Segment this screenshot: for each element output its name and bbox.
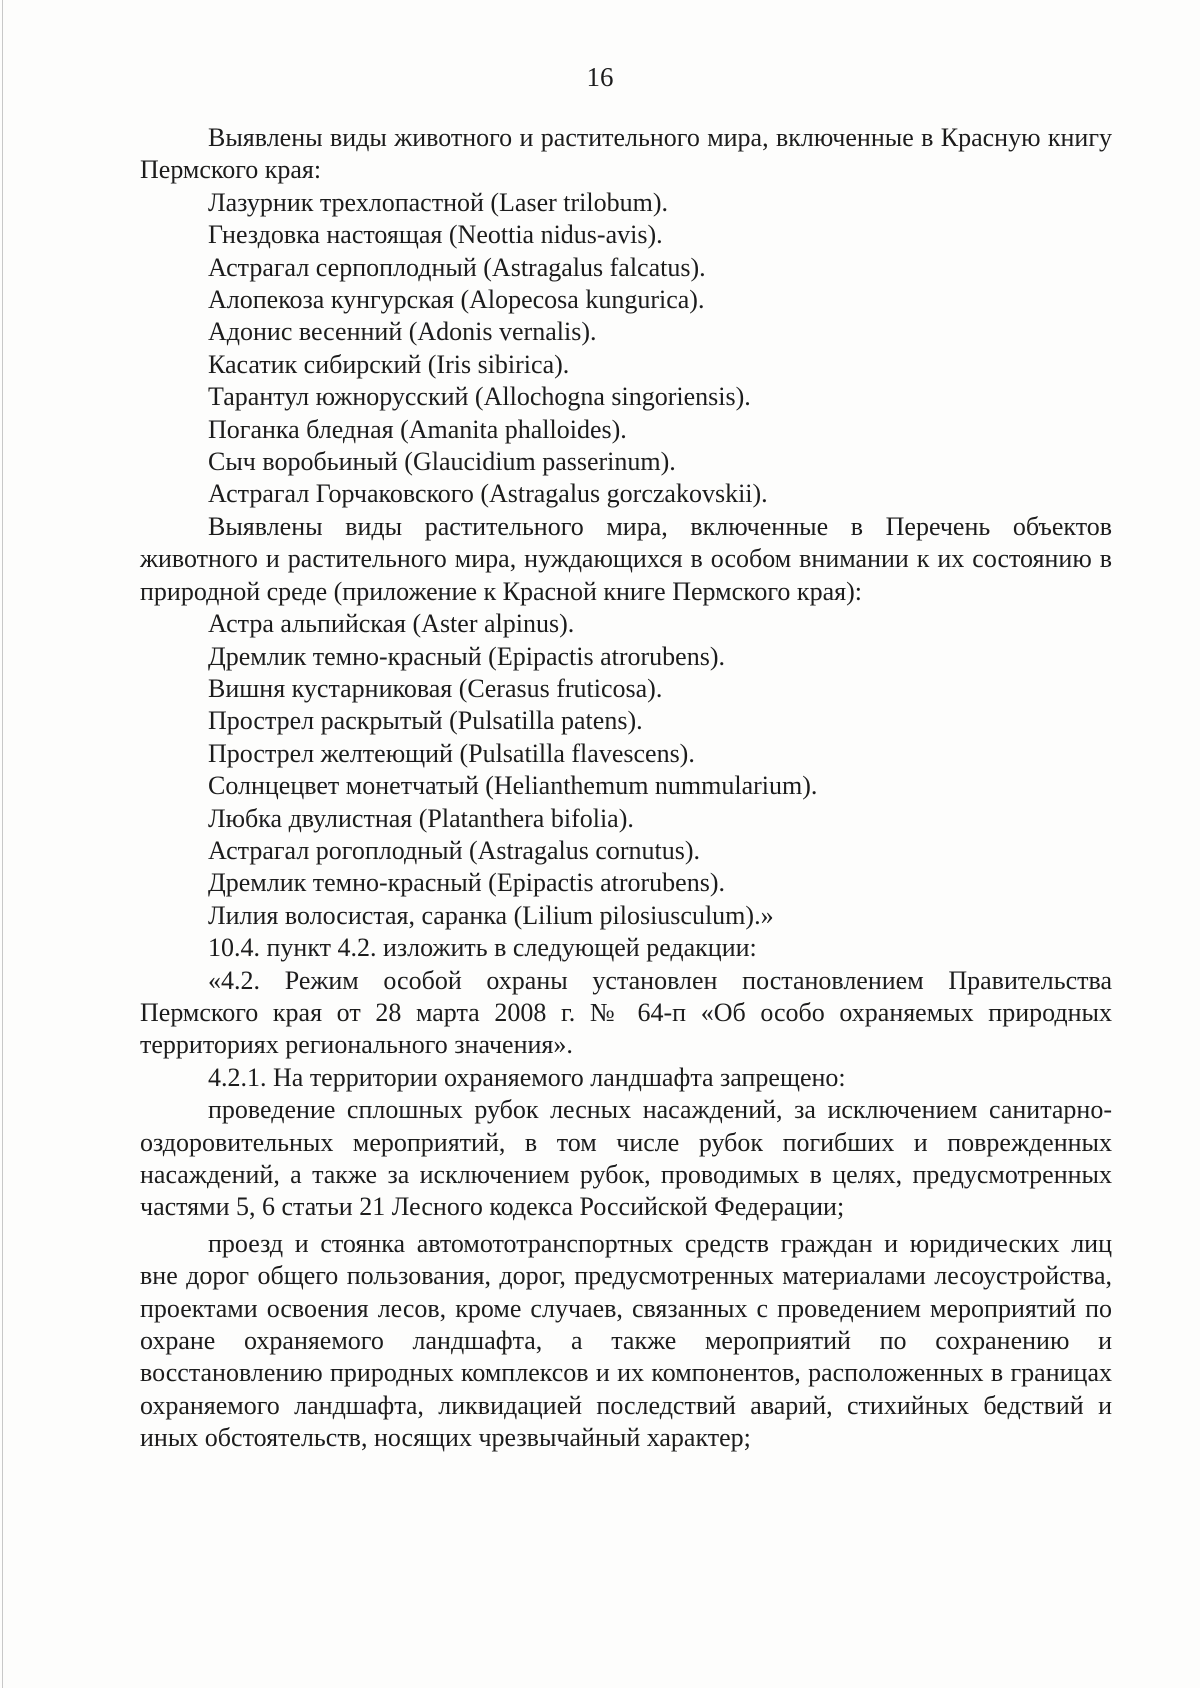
appendix-item: Прострел желтеющий (Pulsatilla flavescens).	[208, 738, 695, 768]
red-book-item: Астрагал серпоплодный (Astragalus falcatus).	[208, 252, 706, 282]
page-number: 16	[586, 62, 614, 92]
red-book-item: Сыч воробьиный (Glaucidium passerinum).	[208, 447, 676, 477]
appendix-item: Любка двулистная (Platanthera bifolia).	[208, 803, 634, 833]
prohibition-paragraph: проезд и стоянка автомототранспортных средств граждан и юридических лиц вне дорог общего пользования, дорог, предусмотренных материалами лесоустройства, проектами освоения лесов, кроме случаев, связанных с проведением мероприятий по охране охраняемого ландшафта, а также мероприятий по сохранению и восстановлению природных комплексов и их компонентов, расположенных в границах охраняемого ландшафта, ликвидацией последствий аварий, стихийных бедствий и иных обстоятельств, носящих чрезвычайный характер;	[140, 1228, 1112, 1453]
red-book-item: Тарантул южнорусский (Allochogna singoriensis).	[208, 382, 751, 412]
red-book-item: Касатик сибирский (Iris sibirica).	[208, 349, 570, 379]
appendix-item: Лилия волосистая, саранка (Lilium pilosiusculum).»	[208, 900, 774, 930]
red-book-item: Поганка бледная (Amanita phalloides).	[208, 414, 627, 444]
appendix-item: Астра альпийская (Aster alpinus).	[208, 609, 575, 639]
clause-4-2-1: 4.2.1. На территории охраняемого ландшафта запрещено:	[208, 1062, 846, 1092]
document-body	[140, 122, 1112, 1455]
appendix-item: Прострел раскрытый (Pulsatilla patens).	[208, 706, 643, 736]
clause-10-4: 10.4. пункт 4.2. изложить в следующей редакции:	[208, 933, 757, 963]
appendix-item: Вишня кустарниковая (Cerasus fruticosa).	[208, 673, 663, 703]
appendix-item: Астрагал рогоплодный (Astragalus cornutus).	[208, 835, 701, 865]
appendix-item: Дремлик темно-красный (Epipactis atrorubens).	[208, 868, 725, 898]
prohibition-paragraph: проведение сплошных рубок лесных насаждений, за исключением санитарно-оздоровительных мероприятий, в том числе рубок погибших и поврежденных насаждений, а также за исключением рубок, проводимых в целях, предусмотренных частями 5, 6 статьи 21 Лесного кодекса Российской Федерации;	[140, 1095, 1112, 1222]
red-book-item: Лазурник трехлопастной (Laser trilobum).	[208, 187, 669, 217]
red-book-item: Адонис весенний (Adonis vernalis).	[208, 317, 597, 347]
scan-edge-line	[2, 0, 3, 1688]
appendix-item: Дремлик темно-красный (Epipactis atrorubens).	[208, 641, 725, 671]
red-book-item: Астрагал Горчаковского (Astragalus gorczakovskii).	[208, 479, 768, 509]
red-book-item: Гнездовка настоящая (Neottia nidus-avis).	[208, 220, 663, 250]
appendix-item: Солнцецвет монетчатый (Helianthemum nummularium).	[208, 771, 818, 801]
red-book-intro: Выявлены виды животного и растительного мира, включенные в Красную книгу Пермского края:	[140, 123, 1112, 185]
clause-4-2: «4.2. Режим особой охраны установлен постановлением Правительства Пермского края от 28 марта 2008 г. № 64-п «Об особо охраняемых природных территориях регионального значения».	[140, 965, 1112, 1060]
red-book-item: Алопекоза кунгурская (Alopecosa kungurica).	[208, 285, 705, 315]
appendix-intro: Выявлены виды растительного мира, включенные в Перечень объектов животного и растительного мира, нуждающихся в особом внимании к их состоянию в природной среде (приложение к Красной книге Пермского края):	[140, 511, 1112, 606]
